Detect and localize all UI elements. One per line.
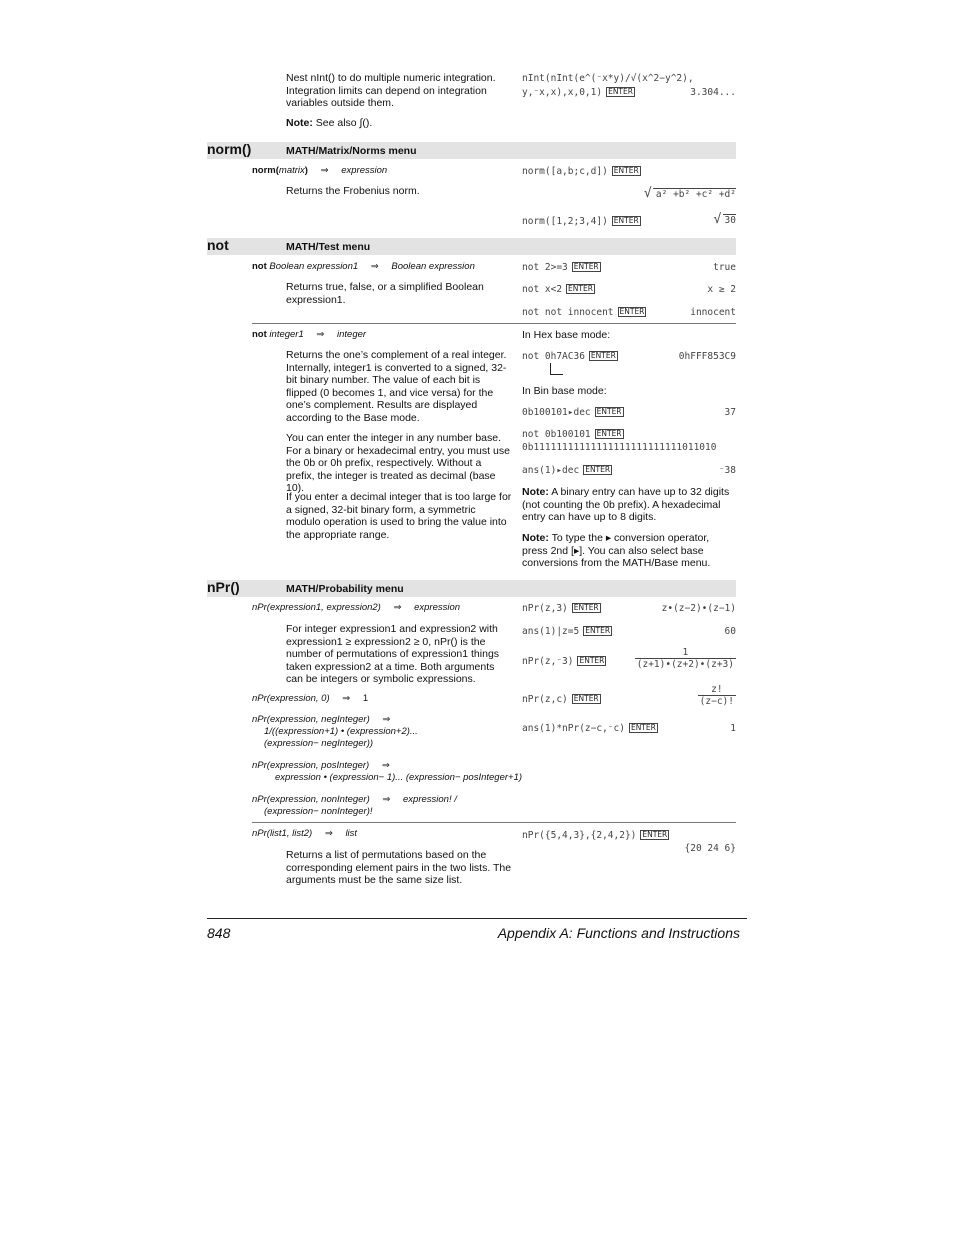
note-label: Note: <box>522 532 549 544</box>
sig-function: nPr(expression1, expression2) <box>252 602 381 613</box>
example-input: 0b100101▸dec <box>522 407 591 418</box>
enter-key-icon: ENTER <box>573 603 599 612</box>
example-input: not 2>=3 <box>522 262 568 273</box>
sig-function: nPr(expression, nonInteger) <box>252 794 370 805</box>
bin-mode-label: In Bin base mode: <box>522 385 607 397</box>
implies-arrow-icon: ⇒ <box>320 165 329 176</box>
nint-description: Nest nInt() to do multiple numeric integration. Integration limits can depend on integration variables outside them. <box>286 72 496 110</box>
npr-example-4 <box>522 694 601 705</box>
npr-signature-3 <box>252 714 400 725</box>
npr-example-3-fraction <box>635 647 736 670</box>
not-example-6 <box>522 429 624 440</box>
sig-result: 1 <box>362 693 369 704</box>
example-input: nPr(z,c) <box>522 694 568 705</box>
not-example-1-result: true <box>713 262 736 273</box>
nint-example-result: 3.304... <box>690 87 736 98</box>
sig-argument: integer1 <box>269 329 304 340</box>
npr-example-6 <box>522 830 669 841</box>
implies-arrow-icon: ⇒ <box>342 693 351 704</box>
npr-menu-path: MATH/Probability menu <box>286 583 404 595</box>
note-label: Note: <box>522 486 549 498</box>
fraction-denominator: (z−c)! <box>699 696 734 707</box>
example-input: ans(1)*nPr(z−c,⁻c) <box>522 723 625 734</box>
npr-signature-5-body: (expression− nonInteger)! <box>264 806 373 817</box>
example-input: norm([1,2;3,4]) <box>522 216 608 227</box>
example-input: not 0h7AC36 <box>522 351 585 362</box>
sig-function: not <box>252 329 267 340</box>
not-example-1 <box>522 262 601 273</box>
fraction-numerator: z! <box>698 684 736 696</box>
sig-result: Boolean expression <box>391 261 475 272</box>
norm-example-2 <box>522 216 641 227</box>
example-input: ans(1)▸dec <box>522 465 580 476</box>
enter-key-icon: ENTER <box>573 694 599 703</box>
footer-title: Appendix A: Functions and Instructions <box>497 925 740 941</box>
sig-result: list <box>345 828 358 839</box>
npr-title: nPr() <box>207 579 240 595</box>
npr-list-description: Returns a list of permutations based on the corresponding element pairs in the two lists. The arguments must be the same size list. <box>286 849 512 887</box>
npr-signature-5 <box>252 794 457 805</box>
norm-description: Returns the Frobenius norm. <box>286 185 420 197</box>
nint-note <box>286 117 372 130</box>
not-example-7-result: ⁻38 <box>718 465 736 476</box>
result-text: a² +b² +c² +d² <box>655 189 736 200</box>
npr-example-6-result: {20 24 6} <box>684 843 736 854</box>
section-divider <box>252 323 736 324</box>
npr-example-4-fraction <box>698 684 736 707</box>
implies-arrow-icon: ⇒ <box>370 261 379 272</box>
note-label: Note: <box>286 117 313 129</box>
not-example-3-result: innocent <box>690 307 736 318</box>
not-title: not <box>207 237 229 253</box>
enter-key-icon: ENTER <box>596 429 622 438</box>
sig-result: integer <box>337 329 367 340</box>
enter-key-icon: ENTER <box>573 262 599 271</box>
section-divider <box>252 822 736 823</box>
sig-function: not <box>252 261 267 272</box>
sig-argument: matrix <box>278 165 305 176</box>
not-example-2-result: x ≥ 2 <box>707 284 736 295</box>
npr-signature-4 <box>252 760 400 771</box>
enter-key-icon: ENTER <box>613 166 639 175</box>
note-text: See also ∫(). <box>315 117 373 129</box>
npr-example-5-result: 1 <box>730 723 736 734</box>
result-text: 30 <box>724 215 736 226</box>
enter-key-icon: ENTER <box>630 723 656 732</box>
sig-function: nPr(list1, list2) <box>252 828 313 839</box>
npr-signature-3-body-2: (expression− negInteger)) <box>264 738 374 749</box>
implies-arrow-icon: ⇒ <box>393 602 402 613</box>
enter-key-icon: ENTER <box>608 87 633 96</box>
implies-arrow-icon: ⇒ <box>324 828 333 839</box>
not-example-7 <box>522 465 612 476</box>
sig-result: expression <box>341 165 388 176</box>
npr-example-5 <box>522 723 658 734</box>
example-input: nPr({5,4,3},{2,4,2}) <box>522 830 637 841</box>
npr-signature-1 <box>252 602 460 613</box>
sig-result: expression! / <box>403 794 457 805</box>
not-signature-boolean <box>252 261 475 272</box>
not-example-5 <box>522 407 624 418</box>
npr-signature-3-body-1: 1/((expression+1) • (expression+2)... <box>264 726 418 737</box>
enter-key-icon: ENTER <box>642 830 668 839</box>
nint-example-line1: nInt(nInt(e^(⁻x*y)/√(x^2−y^2), <box>522 73 694 84</box>
example-input: norm([a,b;c,d]) <box>522 166 608 177</box>
npr-example-1-result: z•(z−2)•(z−1) <box>661 603 736 614</box>
note-text: To type the ▸ conversion operator, press 2nd [▸]. You can also select base conversions from the MATH/Base menu. <box>522 532 711 570</box>
norm-example-2-result <box>713 212 736 227</box>
not-example-3 <box>522 307 646 318</box>
sqrt-icon: √ <box>643 186 652 201</box>
enter-key-icon: ENTER <box>579 656 605 665</box>
nint-example-line2 <box>522 87 635 98</box>
example-input: not 0b100101 <box>522 429 591 440</box>
npr-signature-4-body: expression • (expression− 1)... (expression− posInteger+1) <box>275 772 523 783</box>
implies-arrow-icon: ⇒ <box>381 760 390 771</box>
not-note-conversion <box>522 532 732 570</box>
norm-title: norm() <box>207 141 252 157</box>
sig-function: nPr(expression, 0) <box>252 693 330 704</box>
not-example-4 <box>522 351 618 362</box>
norm-example-1 <box>522 166 641 177</box>
fraction-numerator: 1 <box>635 647 736 659</box>
enter-key-icon: ENTER <box>568 284 593 293</box>
not-example-2 <box>522 284 595 295</box>
sqrt-icon: √ <box>713 212 722 227</box>
example-input: ans(1)|z=5 <box>522 626 580 637</box>
not-note-binary-digits <box>522 486 732 524</box>
implies-arrow-icon: ⇒ <box>382 714 391 725</box>
implies-arrow-icon: ⇒ <box>316 329 325 340</box>
npr-example-1 <box>522 603 601 614</box>
sig-function: norm( <box>252 165 279 176</box>
not-signature-integer <box>252 329 366 340</box>
norm-signature <box>252 165 387 176</box>
footer-divider <box>207 918 747 919</box>
npr-example-3 <box>522 656 606 667</box>
enter-key-icon: ENTER <box>613 216 639 225</box>
sig-function: nPr(expression, negInteger) <box>252 714 370 725</box>
sig-function: nPr(expression, posInteger) <box>252 760 370 771</box>
npr-signature-6 <box>252 828 357 839</box>
sig-argument: Boolean expression1 <box>269 261 359 272</box>
sig-result: expression <box>414 602 461 613</box>
enter-key-icon: ENTER <box>585 465 611 474</box>
enter-key-icon: ENTER <box>585 626 611 635</box>
not-example-4-result: 0hFFF853C9 <box>678 351 736 362</box>
npr-example-2 <box>522 626 612 637</box>
not-menu-path: MATH/Test menu <box>286 241 371 253</box>
enter-key-icon: ENTER <box>596 407 622 416</box>
not-integer-description: Returns the one’s complement of a real integer. Internally, integer1 is converted to a signed, 32-bit binary number. The value of each bit is flipped (0 becomes 1, and vice versa) for the one’s complement. Results are displayed according to the Base mode. <box>286 349 507 424</box>
example-input: not not innocent <box>522 307 614 318</box>
enter-key-icon: ENTER <box>590 351 616 360</box>
norm-menu-path: MATH/Matrix/Norms menu <box>286 145 417 157</box>
hex-pointer-mark <box>550 363 563 375</box>
sig-close: ) <box>304 165 308 176</box>
not-modulo-description: If you enter a decimal integer that is too large for a signed, 32-bit binary form, a symmetric modulo operation is used to bring the value into the appropriate range. <box>286 491 512 541</box>
norm-example-1-result <box>643 186 736 201</box>
example-input: not x<2 <box>522 284 563 295</box>
not-number-base-description: You can enter the integer in any number base. For a binary or hexadecimal entry, you must use the 0b or 0h prefix, respectively. Without a prefix, the integer is treated as decimal (base 10). <box>286 432 510 495</box>
not-boolean-description: Returns true, false, or a simplified Boolean expression1. <box>286 281 484 306</box>
npr-signature-2 <box>252 693 368 704</box>
example-input: nPr(z,⁻3) <box>522 656 574 667</box>
example-input: y,⁻x,x),x,0,1) <box>522 87 603 98</box>
fraction-denominator: (z+1)•(z+2)•(z+3) <box>636 659 734 670</box>
example-input: nPr(z,3) <box>522 603 568 614</box>
hex-mode-label: In Hex base mode: <box>522 329 611 341</box>
npr-example-2-result: 60 <box>724 626 736 637</box>
note-text: A binary entry can have up to 32 digits (not counting the 0b prefix). A hexadecimal entry can have up to 8 digits. <box>522 486 730 524</box>
enter-key-icon: ENTER <box>619 307 645 316</box>
page-number: 848 <box>207 925 231 941</box>
implies-arrow-icon: ⇒ <box>382 794 391 805</box>
not-example-6-result: 0b11111111111111111111111111011010 <box>522 442 717 453</box>
not-example-5-result: 37 <box>724 407 736 418</box>
npr-description: For integer expression1 and expression2 with expression1 ≥ expression2 ≥ 0, nPr() is the number of permutations of expression1 things taken expression2 at a time. Both arguments can be integers or symbolic expressions. <box>286 623 500 686</box>
